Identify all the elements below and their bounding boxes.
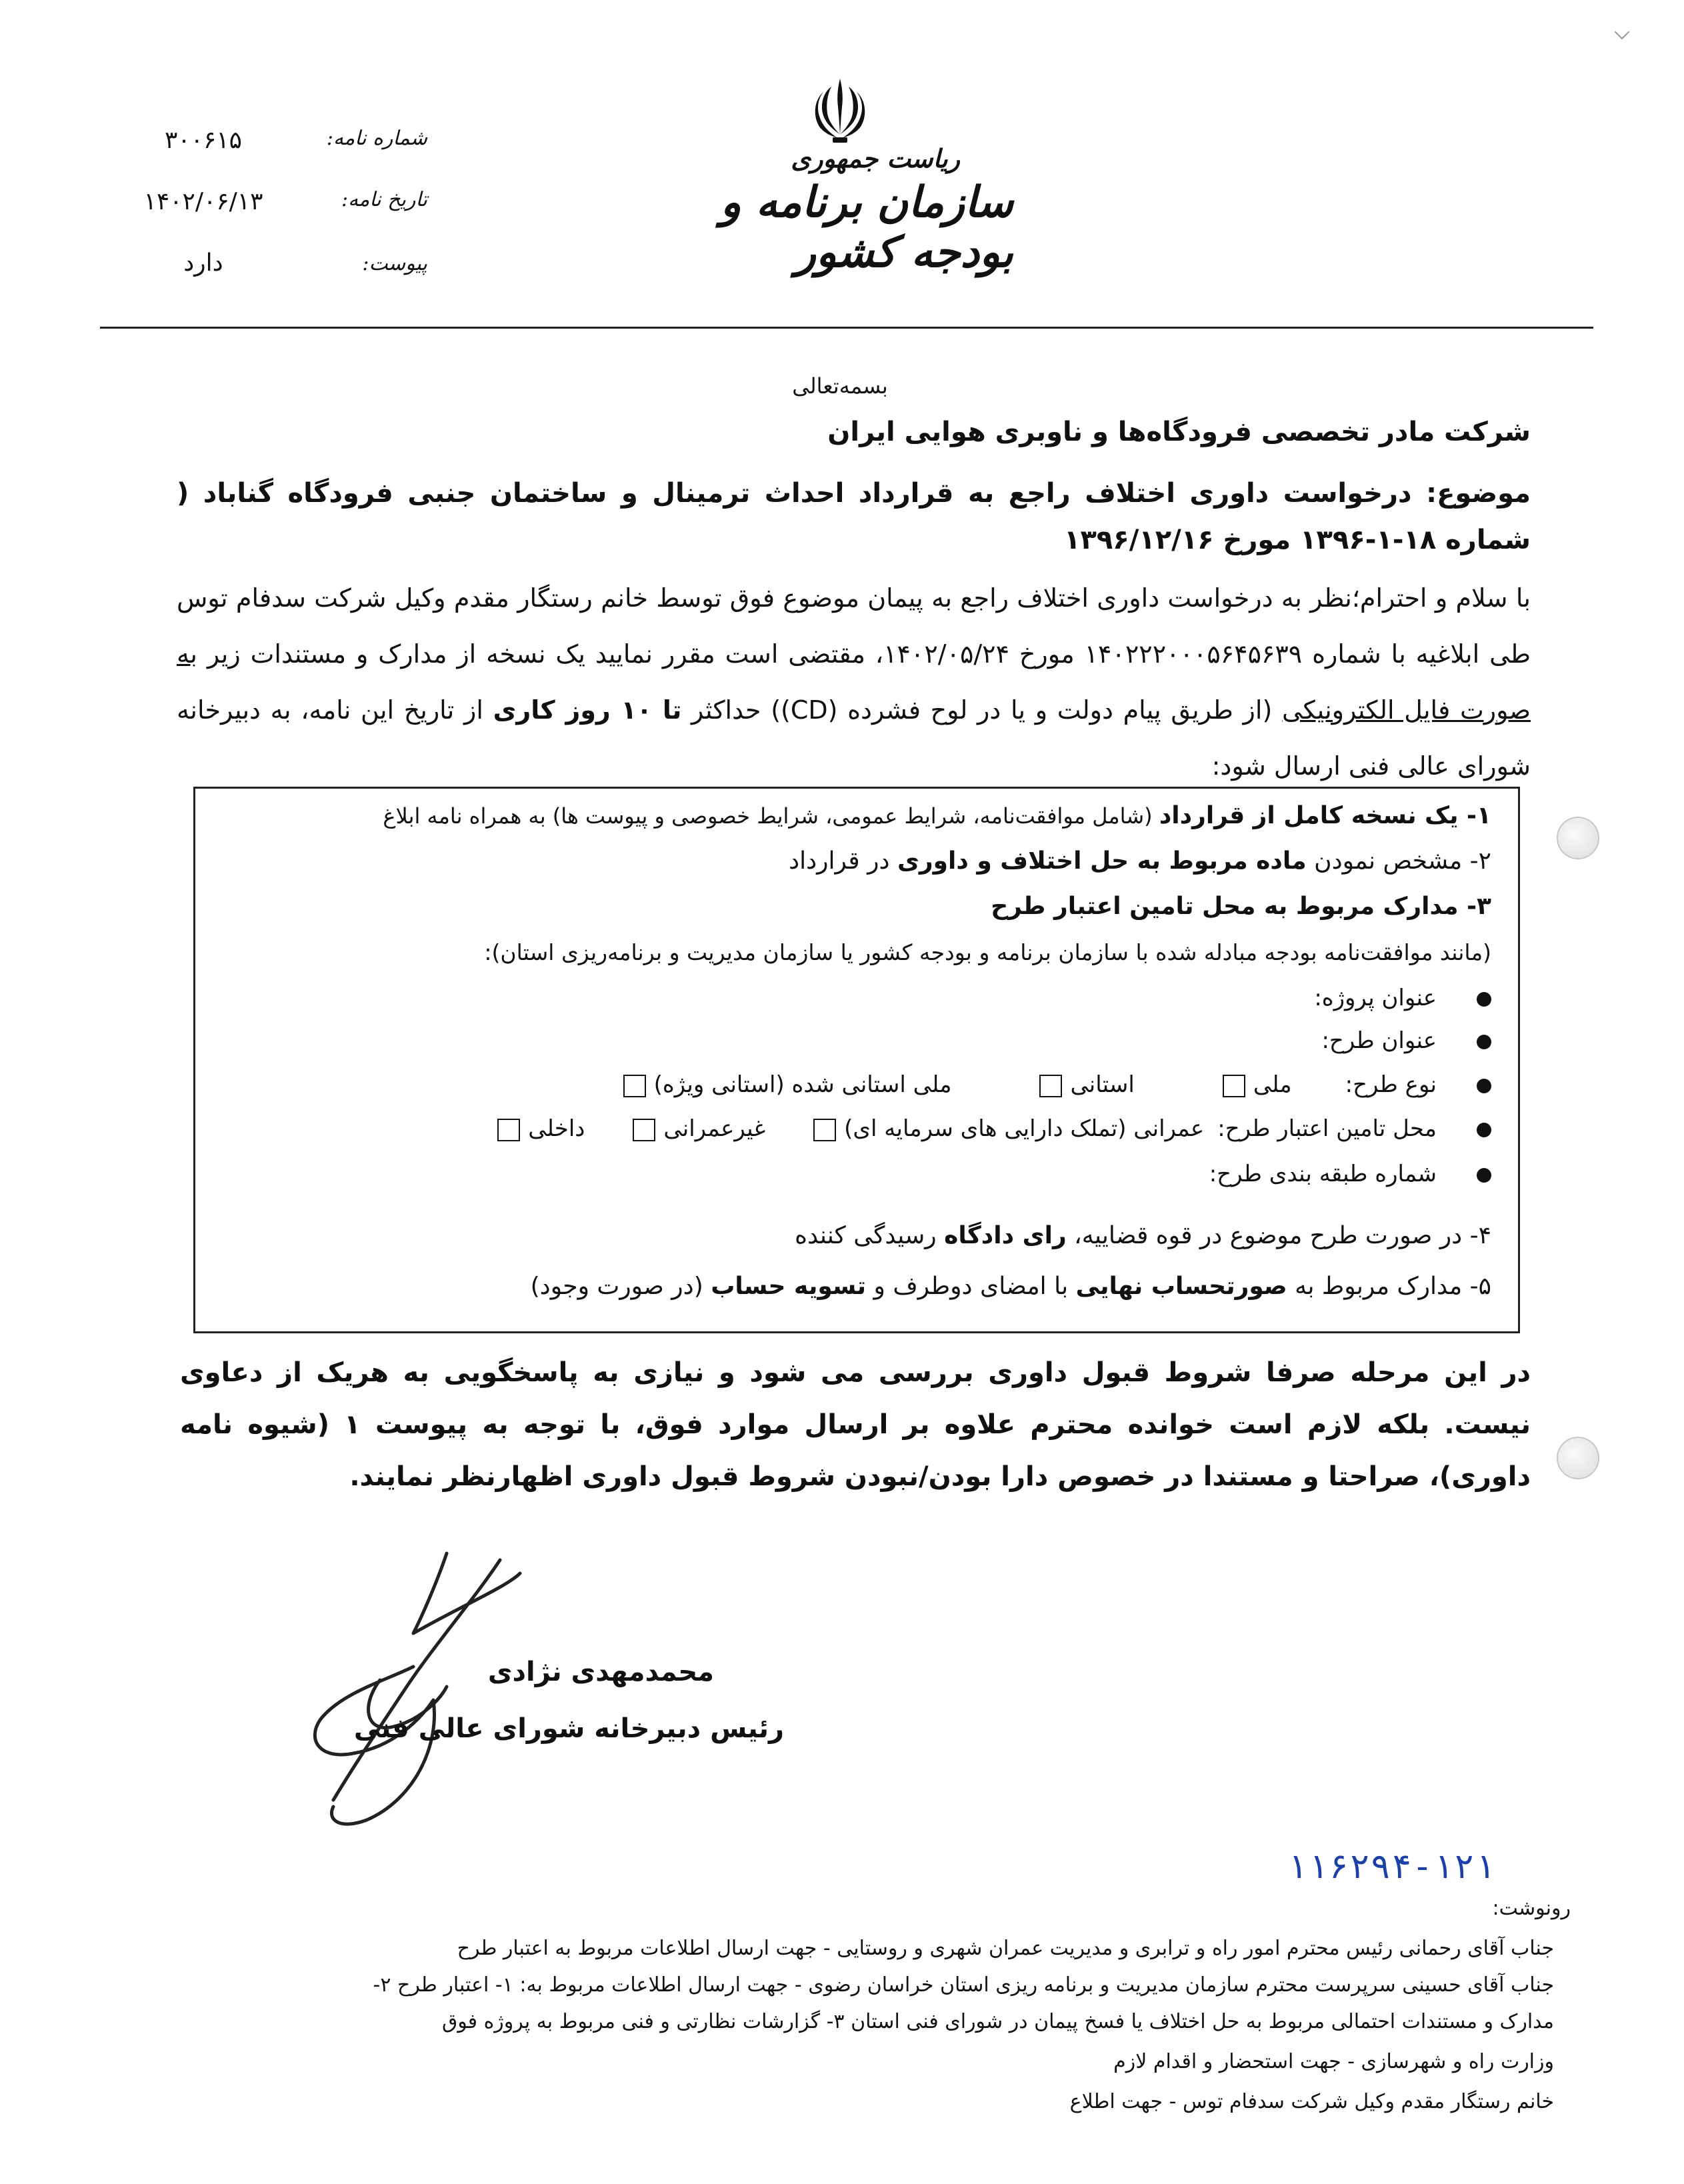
project-title-label: عنوان پروژه: — [1314, 985, 1437, 1011]
signatory-name: محمدمهدی نژادی — [487, 1657, 714, 1687]
requirement-1-text: (شامل موافقت‌نامه، شرایط عمومی، شرایط خصوصی و پیوست ها) به همراه نامه ابلاغ — [383, 803, 1159, 829]
cc-line-2: جناب آقای حسینی سرپرست محترم سازمان مدیریت و برنامه ریزی استان خراسان رضوی - جهت ارسال اطلاعات مربوط به: ۱- اعتبار طرح ۲- — [373, 1973, 1554, 1997]
checkbox-national[interactable] — [1223, 1075, 1245, 1097]
checkbox-noncapital[interactable] — [633, 1119, 655, 1141]
checkbox-special-provincial[interactable] — [623, 1075, 646, 1097]
plan-type-option-provincial — [1031, 1071, 1134, 1098]
header-divider — [100, 327, 1593, 329]
requirement-3-bold: ۳- مدارک مربوط به محل تامین اعتبار طرح — [991, 893, 1491, 920]
intro-deadline: تا ۱۰ روز کاری — [493, 695, 682, 725]
requirement-2-text-b: در قرارداد — [789, 847, 897, 875]
bullet-icon — [1477, 992, 1491, 1007]
bismillah: بسمه‌تعالی — [792, 373, 888, 399]
requirement-5-text-a: ۵- مدارک مربوط به — [1287, 1273, 1491, 1300]
organization-title — [653, 143, 1013, 277]
bullet-plan-title — [1321, 1027, 1491, 1054]
funding-option-capital — [805, 1115, 1204, 1142]
plan-type-option-national — [1215, 1071, 1292, 1098]
funding-source-label: محل تامین اعتبار طرح: — [1217, 1115, 1437, 1142]
subject-line: موضوع: درخواست داوری اختلاف راجع به قرارداد احداث ترمینال و ساختمان جنبی فرودگاه گناباد ( شماره ۱۸-۱-۱۳۹۶ مورخ ۱۳۹۶/۱۲/۱۶ — [177, 478, 1531, 555]
intro-underlined: به صورت فایل الکترونیکی — [177, 639, 1531, 725]
requirement-4-text-b: رسیدگی کننده — [795, 1222, 945, 1249]
handwritten-signature — [280, 1547, 627, 1840]
intro-text-2: (از طریق پیام دولت و یا در لوح فشرده (CD)) حداکثر — [681, 695, 1282, 725]
intro-text-3: از تاریخ این نامه، به دبیرخانه شورای عالی فنی ارسال شود: — [177, 695, 1531, 781]
funding-option-noncapital — [625, 1115, 765, 1142]
bullet-icon — [1477, 1168, 1491, 1183]
letter-number-value: ۳۰۰۶۱۵ — [164, 127, 242, 154]
checkbox-capital[interactable] — [813, 1119, 836, 1141]
funding-capital-label: عمرانی (تملک دارایی های سرمایه ای) — [844, 1115, 1205, 1142]
punch-hole-bottom — [1557, 1437, 1599, 1479]
handwritten-reference-number: ۱۱۶۲۹۴-۱۲۱ — [1287, 1847, 1496, 1887]
letter-number-label: شماره نامه: — [326, 127, 427, 150]
intro-paragraph — [177, 570, 1531, 794]
requirement-5 — [531, 1273, 1491, 1300]
requirement-5-text-c: (در صورت وجود) — [530, 1273, 711, 1300]
cc-line-1: جناب آقای رحمانی رئیس محترم امور راه و ترابری و مدیریت عمران شهری و روستایی - جهت ارسال اطلاعات مربوط به اعتبار طرح — [457, 1937, 1554, 1960]
requirement-2-bold: ماده مربوط به حل اختلاف و داوری — [897, 847, 1307, 875]
letter-date-label: تاریخ نامه: — [341, 188, 427, 211]
classification-label: شماره طبقه بندی طرح: — [1209, 1161, 1437, 1187]
checkbox-internal[interactable] — [497, 1119, 520, 1141]
bullet-icon — [1477, 1079, 1491, 1093]
intro-text-1: با سلام و احترام؛نظر به درخواست داوری اختلاف راجع به پیمان موضوع فوق توسط خانم رستگار مقدم وکیل شرکت سدفام توس طی ابلاغیه با شماره ۱۴۰۲۲۲۰۰۰۵۶۴۵۶۳۹ مورخ ۱۴۰۲/۰۵/۲۴، مقتضی است مقرر نمایید یک نسخه از مدارک و مستندات زیر — [177, 583, 1531, 669]
requirement-2 — [789, 847, 1491, 875]
requirement-5-text-b: با امضای دوطرف و — [866, 1273, 1076, 1300]
plan-title-label: عنوان طرح: — [1321, 1027, 1437, 1054]
bullet-classification — [1209, 1161, 1491, 1187]
plan-type-national-label: ملی — [1253, 1071, 1292, 1098]
cc-line-5: خانم رستگار مقدم وکیل شرکت سدفام توس - جهت اطلاع — [1069, 2090, 1554, 2113]
plan-type-special-label: ملی استانی شده (استانی ویژه) — [653, 1071, 952, 1098]
requirement-4-text-a: ۴- در صورت طرح موضوع در قوه قضاییه، — [1066, 1222, 1491, 1249]
requirement-1 — [383, 802, 1491, 829]
cc-title: رونوشت: — [1492, 1897, 1571, 1920]
requirements-box — [193, 787, 1520, 1333]
bullet-plan-type — [589, 1071, 1491, 1098]
requirement-4 — [795, 1222, 1491, 1249]
requirement-5-bold-1: صورتحساب نهایی — [1075, 1273, 1287, 1300]
requirement-5-bold-2: تسویه حساب — [711, 1273, 867, 1300]
iran-emblem-icon — [803, 73, 877, 147]
closing-paragraph: در این مرحله صرفا شروط قبول داوری بررسی می شود و نیازی به پاسخگویی به هریک از دعاوی نیست. بلکه لازم است خوانده محترم علاوه بر ارسال موارد فوق، با توجه به پیوست ۱ (شیوه نامه داوری)، صراحتا و مستندا در خصوص دارا بودن/نبودن شروط قبول داوری اظهارنظر نمایند. — [180, 1357, 1531, 1492]
cc-line-3: مدارک و مستندات احتمالی مربوط به حل اختلاف یا فسخ پیمان در شورای فنی استان ۳- گزارشات نظارتی و فنی مربوط به پروژه فوق — [441, 2010, 1554, 2033]
plan-type-provincial-label: استانی — [1070, 1071, 1135, 1098]
bullet-project-title — [1314, 985, 1491, 1011]
letter-date-value: ۱۴۰۲/۰۶/۱۳ — [143, 188, 263, 215]
requirement-3-note: (مانند موافقت‌نامه بودجه مبادله شده با سازمان برنامه و بودجه کشور یا سازمان مدیریت و برنامه‌ریزی استان): — [484, 939, 1491, 965]
plan-type-label: نوع طرح: — [1345, 1071, 1437, 1098]
requirement-2-text-a: ۲- مشخص نمودن — [1306, 847, 1491, 875]
corner-mark — [1615, 25, 1630, 40]
bullet-icon — [1477, 1123, 1491, 1137]
bullet-funding-source — [463, 1115, 1491, 1142]
attachment-value: دارد — [183, 249, 223, 277]
recipient: شرکت مادر تخصصی فرودگاه‌ها و ناوبری هوایی ایران — [827, 417, 1531, 447]
org-subtitle: ریاست جمهوری — [791, 143, 960, 173]
requirement-4-bold: رای دادگاه — [944, 1222, 1067, 1249]
bullet-icon — [1477, 1035, 1491, 1049]
cc-line-4: وزارت راه و شهرسازی - جهت استحضار و اقدام لازم — [1113, 2050, 1554, 2073]
plan-type-option-special — [615, 1071, 952, 1098]
requirement-3 — [991, 893, 1491, 920]
checkbox-provincial[interactable] — [1039, 1075, 1062, 1097]
signatory-title: رئیس دبیرخانه شورای عالی فنی — [353, 1713, 784, 1744]
org-name: سازمان برنامه و بودجه کشور — [720, 177, 1013, 277]
funding-option-internal — [489, 1115, 585, 1142]
funding-internal-label: داخلی — [528, 1115, 585, 1142]
punch-hole-top — [1557, 817, 1599, 859]
attachment-label: پیوست: — [362, 252, 427, 275]
requirement-1-bold: ۱- یک نسخه کامل از قرارداد — [1159, 802, 1491, 829]
funding-noncapital-label: غیرعمرانی — [663, 1115, 766, 1142]
